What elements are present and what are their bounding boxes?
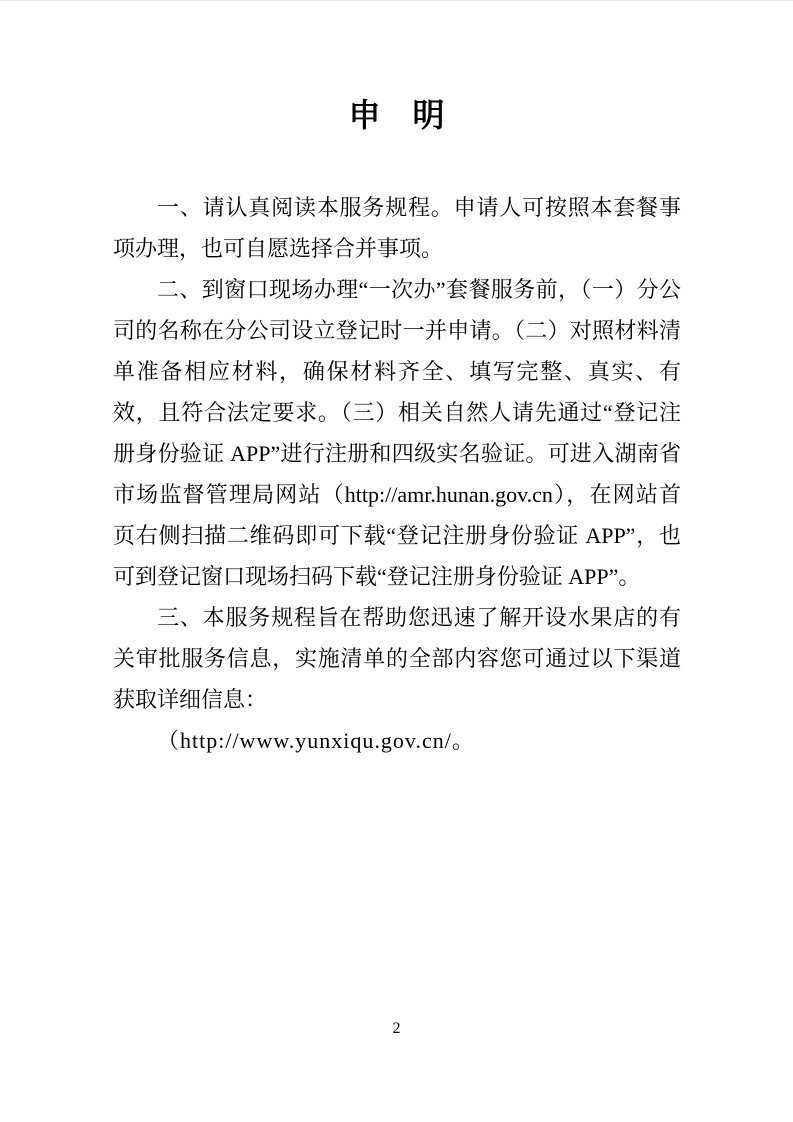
paragraph-url: （http://www.yunxiqu.gov.cn/。: [157, 728, 475, 753]
paragraph-2: 二、到窗口现场办理“一次办”套餐服务前，（一）分公司的名称在分公司设立登记时一并申请。（二）对照材料清单准备相应材料，确保材料齐全、填写完整、真实、有效，且符合法定要求。（三）相关自然人请先通过“登记注册身份验证 APP”进行注册和四级实名验证。可进入湖南省市场监督管理局网站（http://amr.hunan.gov.cn），在网站首页右侧扫描二维码即可下载“登记注册身份验证 APP”，也可到登记窗口现场扫码下载“登记注册身份验证 APP”。: [113, 277, 681, 589]
document-title: 申 明: [348, 97, 445, 133]
page-number: 2: [392, 1020, 401, 1037]
paragraph-1: 一、请认真阅读本服务规程。申请人可按照本套餐事项办理，也可自愿选择合并事项。: [113, 195, 681, 261]
paragraph-3: 三、本服务规程旨在帮助您迅速了解开设水果店的有关审批服务信息，实施清单的全部内容您可通过以下渠道获取详细信息：: [113, 605, 681, 712]
document-body: [113, 187, 681, 761]
